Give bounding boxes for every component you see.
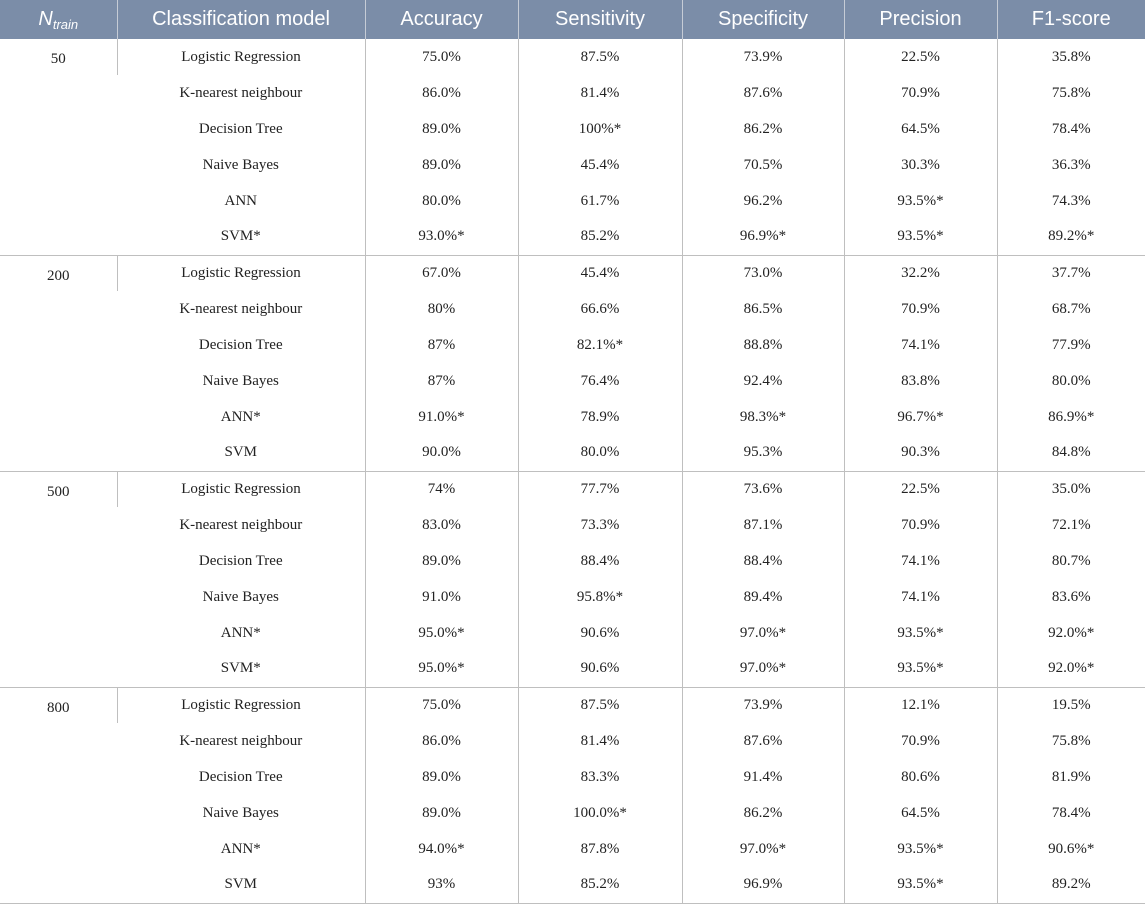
specificity-cell: 73.0% <box>682 255 844 291</box>
ntrain-subscript: train <box>52 16 79 32</box>
sensitivity-cell: 45.4% <box>518 147 682 183</box>
accuracy-cell: 89.0% <box>365 111 518 147</box>
f1-score-cell: 75.8% <box>997 723 1145 759</box>
specificity-cell: 96.9%* <box>682 219 844 255</box>
precision-cell: 74.1% <box>844 327 997 363</box>
header-row <box>0 0 1145 39</box>
model-cell: ANN <box>224 192 257 209</box>
f1-score-cell: 19.5% <box>997 687 1145 723</box>
sensitivity-cell: 87.8% <box>518 831 682 867</box>
sensitivity-cell: 61.7% <box>518 183 682 219</box>
sensitivity-cell: 90.6% <box>518 651 682 687</box>
model-cell: Naive Bayes <box>202 156 279 173</box>
specificity-cell: 92.4% <box>682 363 844 399</box>
sensitivity-cell: 87.5% <box>518 39 682 75</box>
f1-score-cell: 90.6%* <box>997 831 1145 867</box>
precision-cell: 70.9% <box>844 723 997 759</box>
table-row <box>0 795 1145 831</box>
sensitivity-cell: 100.0%* <box>518 795 682 831</box>
f1-score-cell: 75.8% <box>997 75 1145 111</box>
header-f1-score: F1-score <box>997 0 1145 39</box>
table-row <box>0 183 1145 219</box>
specificity-cell: 97.0%* <box>682 831 844 867</box>
precision-cell: 70.9% <box>844 75 997 111</box>
model-cell: Naive Bayes <box>202 804 279 821</box>
accuracy-cell: 90.0% <box>365 435 518 471</box>
sensitivity-cell: 80.0% <box>518 435 682 471</box>
sensitivity-cell: 100%* <box>518 111 682 147</box>
table-row <box>0 363 1145 399</box>
accuracy-cell: 67.0% <box>365 255 518 291</box>
model-cell: Decision Tree <box>198 120 283 137</box>
table-row <box>0 723 1145 759</box>
accuracy-cell: 89.0% <box>365 795 518 831</box>
header-precision: Precision <box>844 0 997 39</box>
precision-cell: 93.5%* <box>844 831 997 867</box>
accuracy-cell: 93.0%* <box>365 219 518 255</box>
precision-cell: 22.5% <box>844 39 997 75</box>
sensitivity-cell: 83.3% <box>518 759 682 795</box>
accuracy-cell: 80.0% <box>365 183 518 219</box>
f1-score-cell: 35.0% <box>997 471 1145 507</box>
header-specificity: Specificity <box>682 0 844 39</box>
f1-score-cell: 72.1% <box>997 507 1145 543</box>
accuracy-cell: 89.0% <box>365 759 518 795</box>
precision-cell: 64.5% <box>844 111 997 147</box>
table-row <box>0 291 1145 327</box>
table-header <box>0 0 1145 39</box>
specificity-cell: 73.9% <box>682 687 844 723</box>
precision-cell: 93.5%* <box>844 219 997 255</box>
table-row <box>0 471 1145 507</box>
f1-score-cell: 84.8% <box>997 435 1145 471</box>
sensitivity-cell: 87.5% <box>518 687 682 723</box>
ntrain-cell: 50 <box>50 51 66 67</box>
model-cell: Naive Bayes <box>202 372 279 389</box>
sensitivity-cell: 85.2% <box>518 219 682 255</box>
f1-score-cell: 35.8% <box>997 39 1145 75</box>
ntrain-cell: 200 <box>0 255 117 471</box>
model-cell: K-nearest neighbour <box>179 300 303 317</box>
ntrain-cell: 500 <box>0 471 117 687</box>
accuracy-cell: 94.0%* <box>365 831 518 867</box>
accuracy-cell: 87% <box>365 327 518 363</box>
specificity-cell: 97.0%* <box>682 651 844 687</box>
accuracy-cell: 75.0% <box>365 687 518 723</box>
accuracy-cell: 86.0% <box>365 75 518 111</box>
f1-score-cell: 92.0%* <box>997 615 1145 651</box>
precision-cell: 70.9% <box>844 291 997 327</box>
table-body <box>0 39 1145 903</box>
specificity-cell: 96.2% <box>682 183 844 219</box>
f1-score-cell: 78.4% <box>997 111 1145 147</box>
precision-cell: 93.5%* <box>844 615 997 651</box>
table-row <box>0 651 1145 687</box>
sensitivity-cell: 90.6% <box>518 615 682 651</box>
precision-cell: 22.5% <box>844 471 997 507</box>
accuracy-cell: 95.0%* <box>365 651 518 687</box>
table-row <box>0 579 1145 615</box>
table-row <box>0 219 1145 255</box>
precision-cell: 96.7%* <box>844 399 997 435</box>
header-classification-model: Classification model <box>117 0 365 39</box>
specificity-cell: 73.9% <box>682 39 844 75</box>
model-cell: Logistic Regression <box>117 471 365 507</box>
accuracy-cell: 93% <box>365 867 518 903</box>
f1-score-cell: 80.0% <box>997 363 1145 399</box>
table-row <box>0 543 1145 579</box>
table-row <box>0 867 1145 903</box>
model-cell: SVM <box>224 876 257 893</box>
model-cell: K-nearest neighbour <box>179 84 303 101</box>
table-row <box>0 759 1145 795</box>
f1-score-cell: 37.7% <box>997 255 1145 291</box>
f1-score-cell: 86.9%* <box>997 399 1145 435</box>
table-row <box>0 831 1145 867</box>
sensitivity-cell: 73.3% <box>518 507 682 543</box>
sensitivity-cell: 88.4% <box>518 543 682 579</box>
model-cell: SVM* <box>220 228 261 245</box>
precision-cell: 93.5%* <box>844 651 997 687</box>
specificity-cell: 97.0%* <box>682 615 844 651</box>
model-cell: ANN* <box>220 408 261 425</box>
table-row <box>0 435 1145 471</box>
f1-score-cell: 36.3% <box>997 147 1145 183</box>
accuracy-cell: 86.0% <box>365 723 518 759</box>
precision-cell: 93.5%* <box>844 867 997 903</box>
accuracy-cell: 89.0% <box>365 543 518 579</box>
accuracy-cell: 80% <box>365 291 518 327</box>
sensitivity-cell: 85.2% <box>518 867 682 903</box>
specificity-cell: 86.2% <box>682 795 844 831</box>
table-row <box>0 687 1145 723</box>
precision-cell: 74.1% <box>844 543 997 579</box>
f1-score-cell: 68.7% <box>997 291 1145 327</box>
header-accuracy: Accuracy <box>365 0 518 39</box>
table-row <box>0 255 1145 291</box>
model-cell: ANN* <box>220 624 261 641</box>
sensitivity-cell: 82.1%* <box>518 327 682 363</box>
accuracy-cell: 74% <box>365 471 518 507</box>
ntrain-cell: 800 <box>0 687 117 903</box>
table-row <box>0 147 1145 183</box>
specificity-cell: 91.4% <box>682 759 844 795</box>
ntrain-symbol: N <box>38 7 53 30</box>
precision-cell: 70.9% <box>844 507 997 543</box>
accuracy-cell: 83.0% <box>365 507 518 543</box>
sensitivity-cell: 78.9% <box>518 399 682 435</box>
f1-score-cell: 81.9% <box>997 759 1145 795</box>
specificity-cell: 96.9% <box>682 867 844 903</box>
table-row <box>0 327 1145 363</box>
specificity-cell: 87.6% <box>682 75 844 111</box>
table-row <box>0 111 1145 147</box>
accuracy-cell: 89.0% <box>365 147 518 183</box>
model-cell: ANN* <box>220 840 261 857</box>
specificity-cell: 73.6% <box>682 471 844 507</box>
table-row <box>0 507 1145 543</box>
f1-score-cell: 78.4% <box>997 795 1145 831</box>
specificity-cell: 86.2% <box>682 111 844 147</box>
model-cell: K-nearest neighbour <box>179 516 303 533</box>
specificity-cell: 87.6% <box>682 723 844 759</box>
f1-score-cell: 89.2%* <box>997 219 1145 255</box>
specificity-cell: 87.1% <box>682 507 844 543</box>
sensitivity-cell: 95.8%* <box>518 579 682 615</box>
sensitivity-cell: 45.4% <box>518 255 682 291</box>
sensitivity-cell: 76.4% <box>518 363 682 399</box>
precision-cell: 74.1% <box>844 579 997 615</box>
f1-score-cell: 92.0%* <box>997 651 1145 687</box>
sensitivity-cell: 81.4% <box>518 723 682 759</box>
f1-score-cell: 83.6% <box>997 579 1145 615</box>
precision-cell: 80.6% <box>844 759 997 795</box>
header-ntrain <box>0 0 117 39</box>
f1-score-cell: 77.9% <box>997 327 1145 363</box>
specificity-cell: 98.3%* <box>682 399 844 435</box>
specificity-cell: 86.5% <box>682 291 844 327</box>
model-cell: Decision Tree <box>198 768 283 785</box>
table-row <box>0 75 1145 111</box>
f1-score-cell: 89.2% <box>997 867 1145 903</box>
specificity-cell: 95.3% <box>682 435 844 471</box>
specificity-cell: 70.5% <box>682 147 844 183</box>
precision-cell: 12.1% <box>844 687 997 723</box>
sensitivity-cell: 66.6% <box>518 291 682 327</box>
model-cell: Logistic Regression <box>117 687 365 723</box>
model-cell: SVM* <box>220 660 261 677</box>
model-cell: SVM <box>224 444 257 461</box>
accuracy-cell: 91.0% <box>365 579 518 615</box>
accuracy-cell: 87% <box>365 363 518 399</box>
table-row <box>0 399 1145 435</box>
sensitivity-cell: 77.7% <box>518 471 682 507</box>
table-row <box>0 615 1145 651</box>
precision-cell: 90.3% <box>844 435 997 471</box>
header-sensitivity: Sensitivity <box>518 0 682 39</box>
f1-score-cell: 80.7% <box>997 543 1145 579</box>
model-cell: Naive Bayes <box>202 588 279 605</box>
sensitivity-cell: 81.4% <box>518 75 682 111</box>
f1-score-cell: 74.3% <box>997 183 1145 219</box>
accuracy-cell: 95.0%* <box>365 615 518 651</box>
precision-cell: 93.5%* <box>844 183 997 219</box>
specificity-cell: 89.4% <box>682 579 844 615</box>
precision-cell: 30.3% <box>844 147 997 183</box>
model-cell: Decision Tree <box>198 552 283 569</box>
table-row <box>0 39 1145 75</box>
specificity-cell: 88.4% <box>682 543 844 579</box>
specificity-cell: 88.8% <box>682 327 844 363</box>
precision-cell: 32.2% <box>844 255 997 291</box>
model-cell: Logistic Regression <box>117 255 365 291</box>
model-cell: Logistic Regression <box>117 39 365 75</box>
model-cell: K-nearest neighbour <box>179 732 303 749</box>
accuracy-cell: 75.0% <box>365 39 518 75</box>
accuracy-cell: 91.0%* <box>365 399 518 435</box>
model-cell: Decision Tree <box>198 336 283 353</box>
precision-cell: 83.8% <box>844 363 997 399</box>
precision-cell: 64.5% <box>844 795 997 831</box>
